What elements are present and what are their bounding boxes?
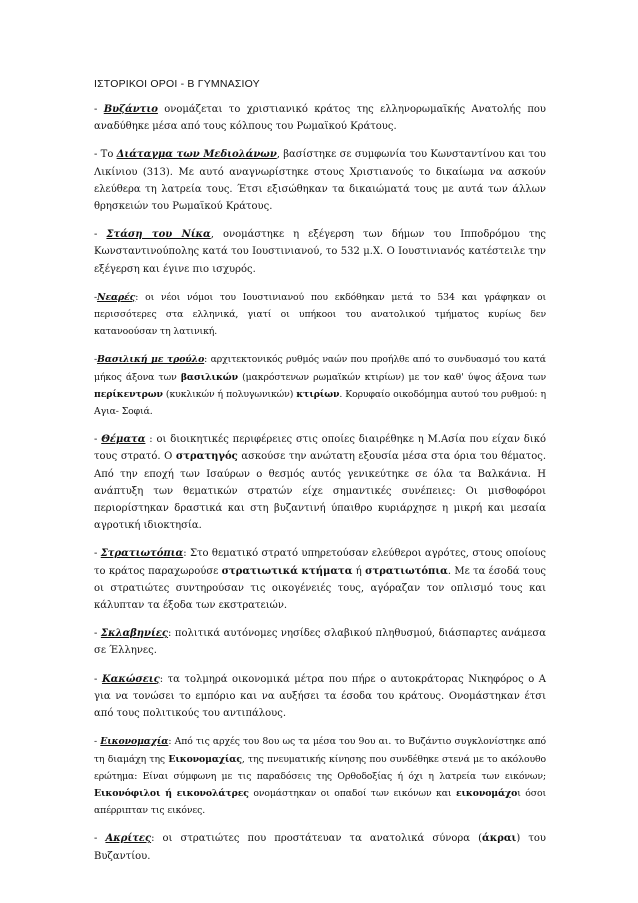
term-iconoclasm	[94, 733, 546, 819]
bold-keyword: στρατιωτόπια	[365, 565, 448, 577]
term-definition: ή	[352, 565, 366, 577]
bold-keyword: εικονομάχο	[455, 787, 518, 799]
term-heading: Στρατιωτόπια	[100, 548, 184, 560]
term-definition: : Από τις αρχές του 8ου ως τα μέσα του 9ου αι. το Βυζάντιο συγκλονίστηκε από τη διαμάχη της	[94, 736, 546, 765]
term-definition: ονομάζεται το χριστιανικό κράτος της ελληνορωμαϊκής Ανατολής που αναδύθηκε μέσα από τους κόλπους του Ρωμαϊκού Κράτους.	[94, 104, 546, 133]
term-prefix: -	[94, 736, 101, 748]
document-title: ΙΣΤΟΡΙΚΟΙ ΟΡΟΙ - Β ΓΥΜΝΑΣΙΟΥ	[94, 78, 260, 90]
term-kakoseis	[94, 671, 546, 723]
term-prefix: -	[94, 628, 101, 640]
bold-keyword: βασιλικών	[180, 371, 238, 383]
term-heading: Στάση του Νίκα	[106, 229, 211, 241]
term-definition: , ονομάστηκε η εξέγερση των δήμων του Ιπποδρόμου της Κωνσταντινούπολης κατά του Ιουστινιανού, το 532 μ.Χ. Ο Ιουστινιανός κατέστειλε την εξέγερση και έγινε πιο ισχυρός.	[94, 229, 546, 275]
term-definition: ι όσοι απέρριπταν τις εικόνες.	[94, 787, 547, 817]
term-prefix: -	[94, 673, 102, 685]
term-prefix: -	[94, 104, 104, 115]
bold-keyword: στρατηγός	[175, 451, 238, 463]
term-prefix: -	[94, 291, 98, 303]
term-novels	[94, 289, 546, 341]
term-definition: : Στο θεματικό στρατό υπηρετούσαν ελεύθεροι αγρότες, στους οποίους το κράτος παραχωρούσε	[94, 548, 546, 577]
term-heading: Θέματα	[101, 434, 146, 446]
term-byzantium	[94, 101, 546, 135]
term-definition: : αρχιτεκτονικός ρυθμός ναών που προήλθε από το συνδυασμό του κατά μήκος άξονα των	[94, 354, 546, 383]
term-definition: (μακρόστενων ρωμαϊκών κτιρίων) με τον καθ' ύψος άξονα των	[237, 371, 546, 383]
term-definition: : τα τολμηρά οικονομικά μέτρα που πήρε ο αυτοκράτορας Νικηφόρος ο Α για να τονώσει το εμπόριο και να αυξήσει τα έσοδα του κράτους. Ονομάστηκαν έτσι από τους πολιτικούς του αντιπάλους.	[94, 673, 546, 720]
term-heading: Διάταγμα των Μεδιολάνων	[116, 149, 277, 161]
term-prefix: -	[94, 833, 106, 845]
term-stratiotopia	[94, 545, 546, 614]
term-nika-riot	[94, 226, 546, 278]
term-definition: . Με τα έσοδά τους οι στρατιώτες συντηρούσαν τις οικογένειές τους, αγόραζαν τον οπλισμό τους και κάλυπταν τα έξοδα των εκστρατειών.	[94, 565, 547, 612]
term-heading: Βυζάντιο	[103, 104, 158, 115]
term-definition: : οι στρατιώτες που προστάτευαν τα ανατολικά σύνορα (	[151, 833, 482, 845]
term-definition: , της πνευματικής κίνησης που συνδέθηκε στενά με το ακόλουθο ερώτημα: Είναι σύμφωνη με τις παραδόσεις της Ορθοδοξίας ή όχι η λατρεία των εικόνων;	[94, 753, 547, 782]
bold-keyword: Εικονόφιλοι ή εικονολάτρες	[94, 787, 249, 799]
term-definition: ονομάστηκαν οι οπαδοί των εικόνων και	[248, 787, 456, 799]
term-definition: : οι νέοι νόμοι του Ιουστινιανού που εκδόθηκαν μετά το 534 και γράφηκαν οι περισσότερες στα ελληνικά, γιατί οι υπήκοοι του ανατολικού τμήματος κυρίως δεν κατανοούσαν τη λατινική.	[94, 291, 546, 338]
term-themes	[94, 431, 546, 534]
term-prefix: - Το	[94, 149, 117, 161]
term-definition: : πολιτικά αυτόνομες νησίδες σλαβικού πληθυσμού, διάσπαρτες ανάμεσα σε Έλληνες.	[94, 628, 546, 657]
bold-keyword: άκραι	[482, 833, 517, 845]
term-definition: . Κορυφαίο οικοδόμημα αυτού του ρυθμού: η Αγια- Σοφιά.	[94, 388, 546, 418]
term-akrites	[94, 830, 546, 864]
term-definition: , βασίστηκε σε συμφωνία του Κωνσταντίνου και του Λικίνιου (313). Με αυτό αναγνωρίστηκε στους Χριστιανούς το δικαίωμα να ασκούν ελεύθερα τη λατρεία τους. Έτσι εξισώθηκαν τα δικαιώματά τους με αυτά των άλλων θρησκειών του Ρωμαϊκού Κράτους.	[94, 149, 546, 213]
term-heading: Κακώσεις	[101, 673, 160, 685]
term-definition: ασκούσε την ανώτατη εξουσία μέσα στα όρια του θέματος. Από την εποχή των Ισαύρων ο θεσμός αυτός γενικεύτηκε σε όλα τα Βαλκάνια. Η ανάπτυξη των θεματικών στρατών είχε σημαντικές συνέπειες: Οι μισθοφόροι περιορίστηκαν δραστικά και στη βυζαντινή ύπαιθρο κυριάρχησε η μικρή και μεσαία αγροτική ιδιοκτησία.	[94, 451, 546, 532]
term-sklavinies	[94, 625, 546, 659]
document-page	[94, 66, 546, 865]
bold-keyword: στρατιωτικά κτήματα	[221, 565, 353, 577]
term-definition: (κυκλικών ή πολυγωνικών)	[162, 388, 297, 400]
term-heading: Σκλαβηνίες	[100, 628, 169, 640]
term-definition: : οι διοικητικές περιφέρειες στις οποίες διαιρέθηκε η Μ.Ασία που είχαν δικό τους στρατό. Ο	[94, 434, 546, 463]
term-heading: Βασιλική με τρούλο	[97, 354, 205, 366]
term-edict-of-milan	[94, 146, 546, 215]
bold-keyword: κτιρίων	[296, 388, 340, 400]
term-heading: Ακρίτες	[105, 833, 152, 845]
term-domed-basilica	[94, 351, 546, 420]
term-heading: Εικονομαχία	[100, 736, 169, 748]
term-prefix: -	[94, 354, 98, 366]
term-prefix: -	[94, 229, 107, 241]
term-prefix: -	[94, 434, 102, 446]
bold-keyword: περίκεντρων	[94, 388, 163, 400]
term-prefix: -	[94, 548, 101, 560]
term-heading: Νεαρές	[97, 291, 136, 303]
term-definition: ) του Βυζαντίου.	[94, 833, 546, 862]
bold-keyword: Εικονομαχίας	[168, 753, 242, 765]
